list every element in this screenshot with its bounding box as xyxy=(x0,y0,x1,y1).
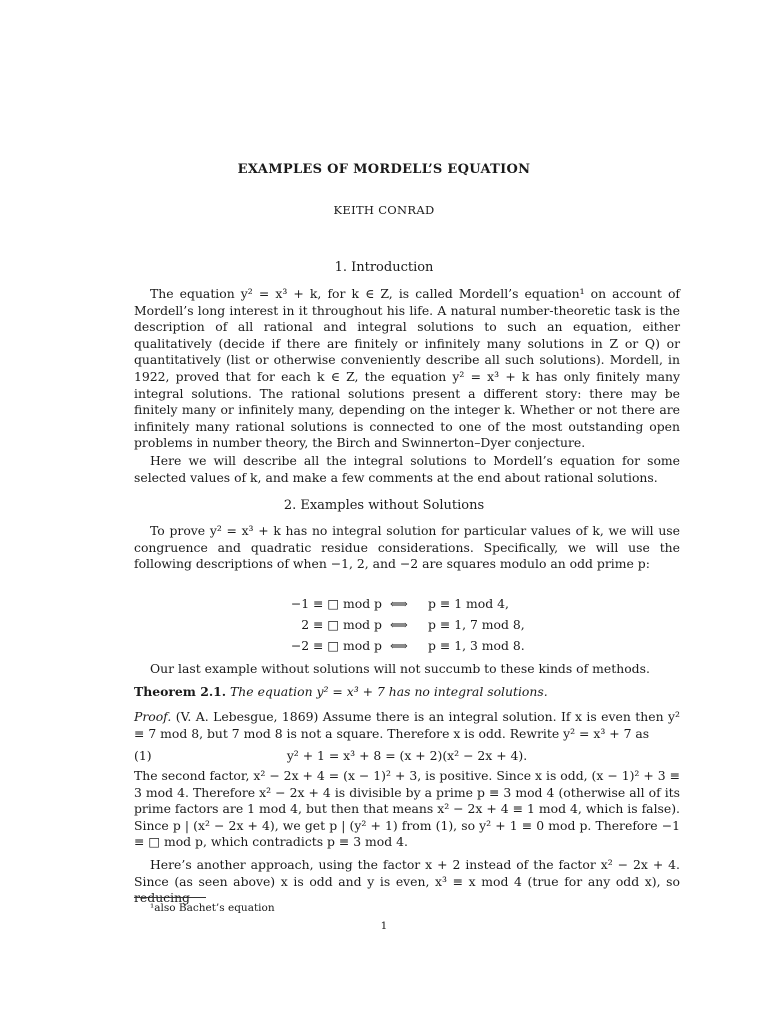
paragraph-examples-1: To prove y² = x³ + k has no integral solution for particular values of k, we will use congruence and quadratic residue considerations. Specifically, we will use the following descriptions of when −1, 2, and −2 are squares modulo an odd prime p: xyxy=(134,523,680,572)
page-number: 1 xyxy=(380,920,388,932)
equation-right: p ≡ 1, 3 mod 8. xyxy=(428,638,525,653)
theorem-statement xyxy=(134,684,680,701)
paragraph-intro-1: The equation y² = x³ + k, for k ∈ Z, is called Mordell’s equation¹ on account of Mordell’s long interest in it throughout his life. A natural number-theoretic task is the description of all rational and integral solutions to such an equation, either qualitatively (decide if there are finitely or infinitely many solutions in Z or Q) or quantitatively (list or otherwise conveniently describe all such solutions). Mordell, in 1922, proved that for each k ∈ Z, the equation y² = x³ + k has only finitely many integral solutions. The rational solutions present a different story: there may be finitely many or infinitely many, depending on the integer k. Whether or not there are infinitely many rational solutions is connected to one of the most outstanding open problems in number theory, the Birch and Swinnerton–Dyer conjecture. xyxy=(134,286,680,451)
theorem-label: Theorem 2.1. xyxy=(134,684,227,699)
theorem-text: The equation y² = x³ + 7 has no integral solutions. xyxy=(230,684,548,699)
equation-left: −2 ≡ □ mod p xyxy=(290,638,382,653)
section-heading-examples: 2. Examples without Solutions xyxy=(283,498,485,513)
equation-iff: ⟺ xyxy=(390,638,408,653)
equation-iff: ⟺ xyxy=(390,617,408,632)
equation-right: p ≡ 1 mod 4, xyxy=(428,596,509,611)
author-name: KEITH CONRAD xyxy=(333,203,435,217)
equation-body: y² + 1 = x³ + 8 = (x + 2)(x² − 2x + 4). xyxy=(286,748,528,763)
equation-left: −1 ≡ □ mod p xyxy=(290,596,382,611)
paper-title: EXAMPLES OF MORDELL’S EQUATION xyxy=(237,162,531,177)
proof-paragraph xyxy=(134,709,680,742)
section-heading-introduction: 1. Introduction xyxy=(334,260,434,275)
proof-text: (V. A. Lebesgue, 1869) Assume there is an integral solution. If x is even then y² ≡ 7 mod 8, but 7 mod 8 is not a square. Therefore x is odd. Rewrite y² = x³ + 7 as xyxy=(134,709,680,741)
proof-label: Proof. xyxy=(134,709,172,724)
equation-left: 2 ≡ □ mod p xyxy=(301,617,382,632)
paragraph-examples-2: Our last example without solutions will not succumb to these kinds of methods. xyxy=(150,661,650,676)
equation-iff: ⟺ xyxy=(390,596,408,611)
paragraph-proof-continued: The second factor, x² − 2x + 4 = (x − 1)² + 3, is positive. Since x is odd, (x − 1)² + 3 ≡ 3 mod 4. Therefore x² − 2x + 4 is divisible by a prime p ≡ 3 mod 4 (otherwise all of its prime factors are 1 mod 4, but then that means x² − 2x + 4 ≡ 1 mod 4, which is false). Since p | (x² − 2x + 4), we get p | (y² + 1) from (1), so y² + 1 ≡ 0 mod p. Therefore −1 ≡ □ mod p, which contradicts p ≡ 3 mod 4. xyxy=(134,768,680,850)
paragraph-intro-2: Here we will describe all the integral solutions to Mordell’s equation for some selected values of k, and make a few comments at the end about rational solutions. xyxy=(134,453,680,485)
equation-number: (1) xyxy=(134,748,152,763)
footnote: ¹also Bachet’s equation xyxy=(150,902,275,914)
equation-right: p ≡ 1, 7 mod 8, xyxy=(428,617,525,632)
paragraph-another-approach: Here’s another approach, using the factor x + 2 instead of the factor x² − 2x + 4. Since (as seen above) x is odd and y is even, x³ ≡ x mod 4 (true for any odd x), so reducing xyxy=(134,857,680,906)
footnote-divider xyxy=(134,897,206,898)
